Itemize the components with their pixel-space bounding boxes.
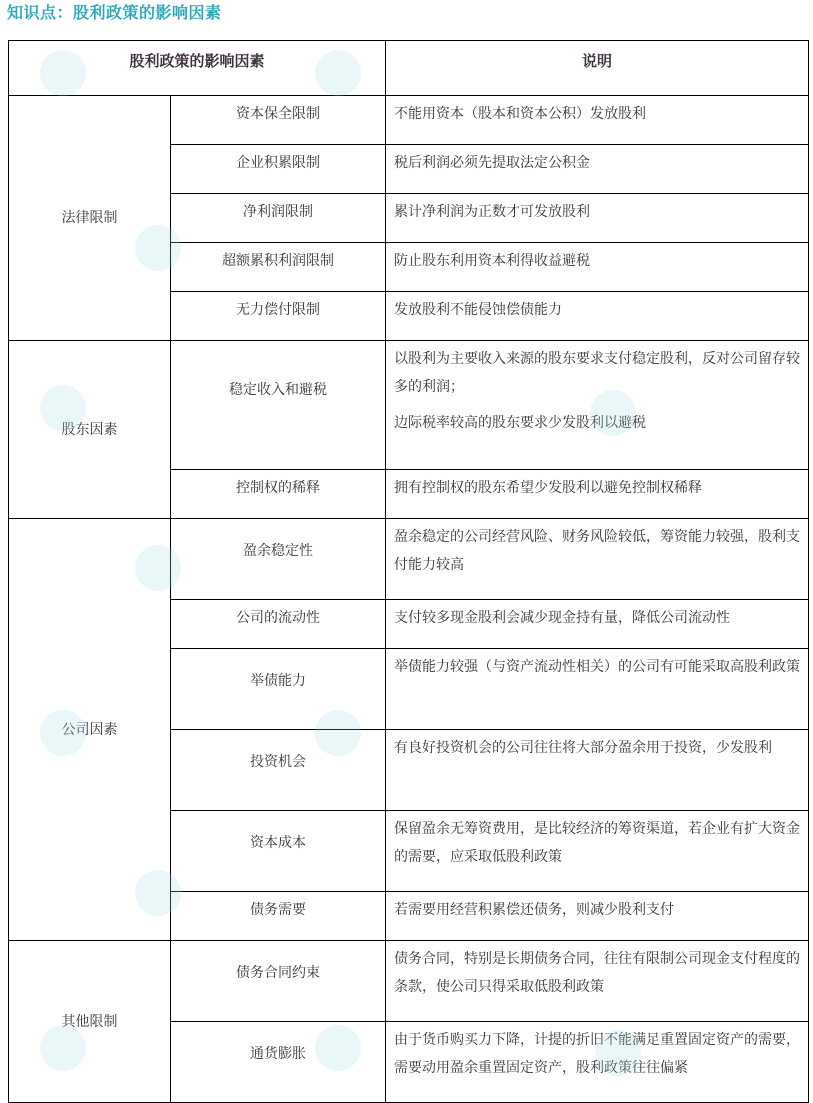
- description-text: 支付较多现金股利会减少现金持有量，降低公司流动性: [394, 610, 731, 626]
- factor-cell: 稳定收入和避税: [171, 341, 386, 470]
- description-text: 盈余稳定的公司经营风险、财务风险较低，筹资能力较强，股利支付能力较高: [394, 529, 801, 573]
- factor-cell: 资本保全限制: [171, 96, 386, 145]
- factor-cell: 举债能力: [171, 649, 386, 730]
- description-text: 累计净利润为正数才可发放股利: [394, 204, 591, 220]
- table-row: [9, 341, 809, 470]
- factor-cell: 控制权的稀释: [171, 470, 386, 519]
- factor-cell: 资本成本: [171, 811, 386, 892]
- description-text: 发放股利不能侵蚀偿债能力: [394, 302, 563, 318]
- description-cell: [386, 649, 809, 730]
- table-row: [9, 96, 809, 145]
- category-cell: 公司因素: [9, 519, 171, 941]
- table-row: [9, 519, 809, 600]
- description-text: 边际税率较高的股东要求少发股利以避税: [394, 415, 647, 431]
- description-cell: [386, 243, 809, 292]
- description-cell: [386, 341, 809, 470]
- description-cell: [386, 194, 809, 243]
- description-text: 债务合同，特别是长期债务合同，往往有限制公司现金支付程度的条款，使公司只得采取低股利政策: [394, 951, 801, 995]
- table-row: [9, 941, 809, 1022]
- factor-cell: 公司的流动性: [171, 600, 386, 649]
- description-text: 防止股东利用资本利得收益避税: [394, 253, 591, 269]
- description-cell: [386, 470, 809, 519]
- page-title: 知识点：股利政策的影响因素: [7, 3, 222, 22]
- factor-cell: 债务需要: [171, 892, 386, 941]
- description-text: 举债能力较强（与资产流动性相关）的公司有可能采取高股利政策: [394, 659, 801, 675]
- description-text: 由于货币购买力下降，计提的折旧不能满足重置固定资产的需要，需要动用盈余重置固定资产，股利政策往往偏紧: [394, 1032, 801, 1076]
- factor-cell: 债务合同约束: [171, 941, 386, 1022]
- factor-cell: 盈余稳定性: [171, 519, 386, 600]
- factor-cell: 无力偿付限制: [171, 292, 386, 341]
- description-text: 税后利润必须先提取法定公积金: [394, 155, 591, 171]
- description-cell: [386, 96, 809, 145]
- description-cell: [386, 941, 809, 1022]
- description-text: 不能用资本（股本和资本公积）发放股利: [394, 106, 647, 122]
- dividend-factors-table: [8, 40, 809, 1103]
- factor-cell: 超额累积利润限制: [171, 243, 386, 292]
- description-text: 若需要用经营积累偿还债务，则减少股利支付: [394, 902, 675, 918]
- description-cell: [386, 600, 809, 649]
- header-description: 说明: [386, 41, 809, 96]
- factor-cell: 通货膨胀: [171, 1022, 386, 1103]
- description-cell: [386, 892, 809, 941]
- header-factors: 股利政策的影响因素: [9, 41, 386, 96]
- category-cell: 法律限制: [9, 96, 171, 341]
- header-row: [9, 41, 809, 96]
- description-text: 以股利为主要收入来源的股东要求支付稳定股利，反对公司留存较多的利润；: [394, 351, 801, 395]
- description-cell: [386, 811, 809, 892]
- factor-cell: 投资机会: [171, 730, 386, 811]
- description-cell: [386, 1022, 809, 1103]
- description-cell: [386, 292, 809, 341]
- category-cell: 股东因素: [9, 341, 171, 519]
- description-text: 有良好投资机会的公司往往将大部分盈余用于投资，少发股利: [394, 740, 773, 756]
- description-cell: [386, 730, 809, 811]
- factor-cell: 净利润限制: [171, 194, 386, 243]
- factor-cell: 企业积累限制: [171, 145, 386, 194]
- description-text: 保留盈余无筹资费用，是比较经济的筹资渠道，若企业有扩大资金的需要，应采取低股利政策: [394, 821, 801, 865]
- category-cell: 其他限制: [9, 941, 171, 1103]
- description-text: 拥有控制权的股东希望少发股利以避免控制权稀释: [394, 480, 703, 496]
- description-cell: [386, 145, 809, 194]
- description-cell: [386, 519, 809, 600]
